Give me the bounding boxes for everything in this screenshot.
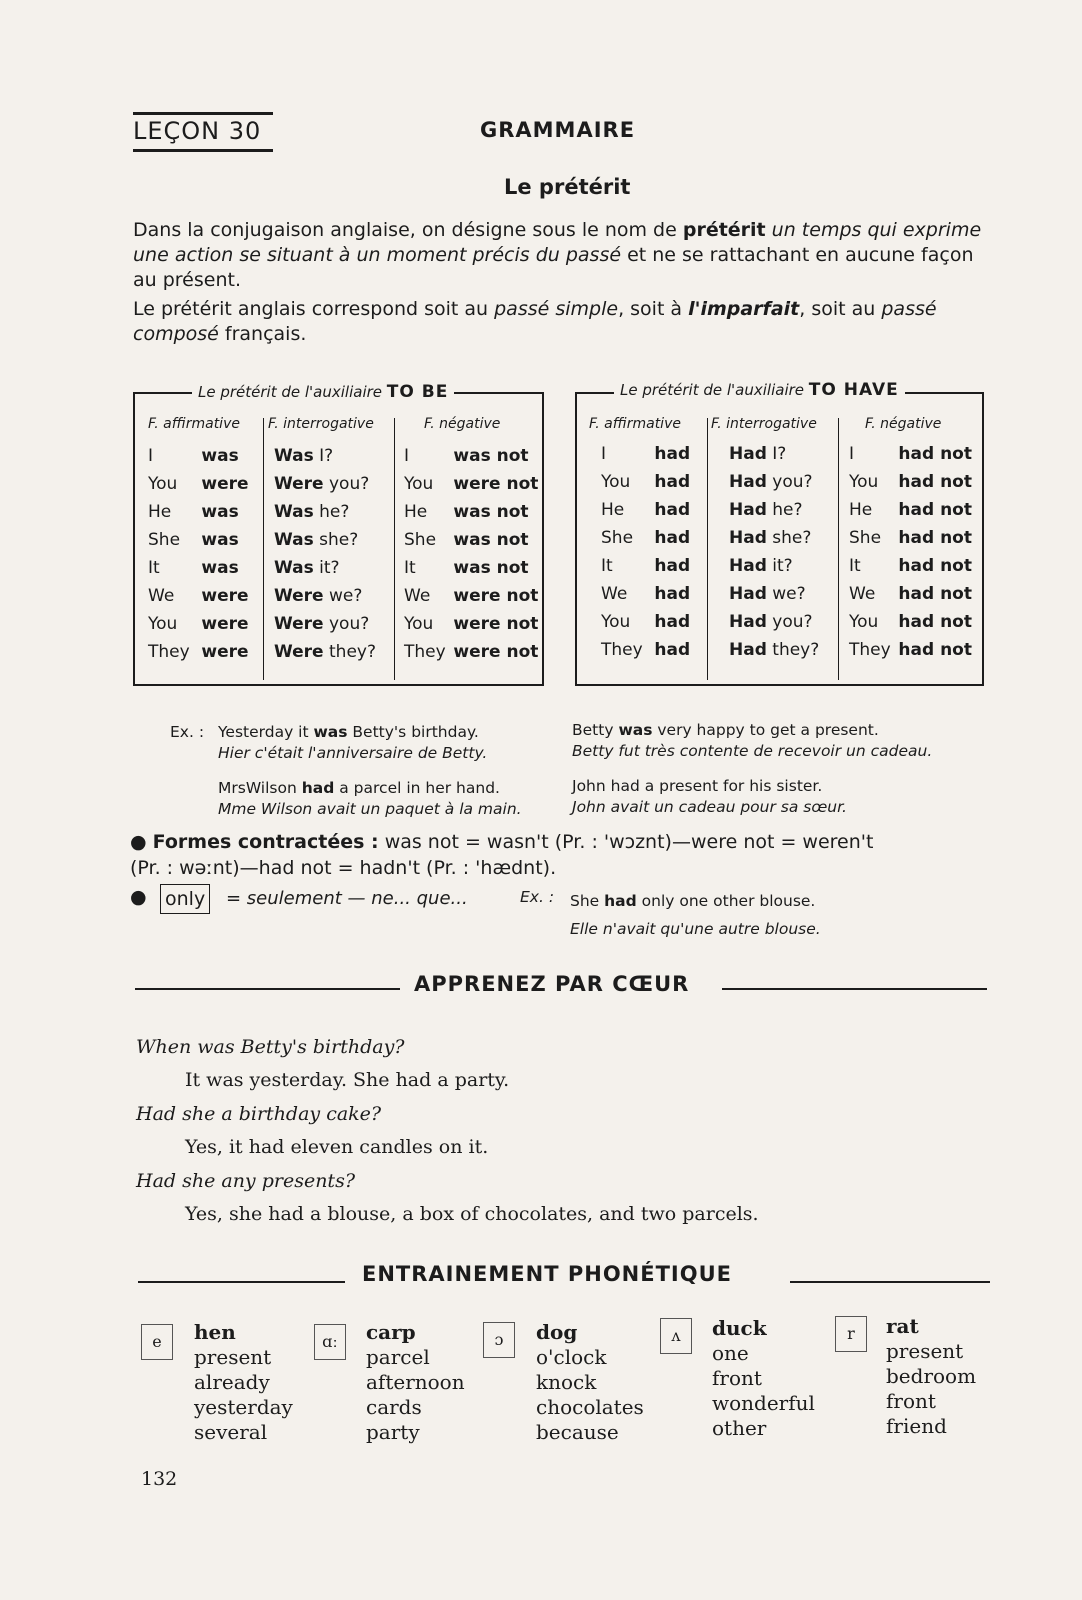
example-1: Yesterday it was Betty's birthday. Hier c'était l'anniversaire de Betty. xyxy=(218,723,488,762)
header-negative: F. négative xyxy=(865,416,942,432)
conjugation-row: You had not xyxy=(849,612,972,632)
conjugation-row: You were not xyxy=(404,614,539,634)
conjugation-row: It had xyxy=(601,556,691,576)
conjugation-row: Was I? xyxy=(274,446,334,466)
conjugation-row: He was not xyxy=(404,502,529,522)
conjugation-row: She had xyxy=(601,528,691,548)
bullet-icon: ● xyxy=(130,886,147,908)
only-example: She had only one other blouse. Elle n'avait qu'une autre blouse. xyxy=(570,892,821,938)
conjugation-row: He was xyxy=(148,502,239,522)
conjugation-row: She had not xyxy=(849,528,972,548)
conjugation-row: She was not xyxy=(404,530,529,550)
conjugation-row: Were you? xyxy=(274,614,370,634)
to-be-caption: Le prétérit de l'auxiliaire TO BE xyxy=(192,382,454,402)
conjugation-row: You were xyxy=(148,474,249,494)
conjugation-row: Had you? xyxy=(729,472,813,492)
page-number: 132 xyxy=(141,1468,178,1490)
conjugation-row: They had xyxy=(601,640,691,660)
conjugation-row: Had we? xyxy=(729,584,806,604)
conjugation-row: Were you? xyxy=(274,474,370,494)
conjugation-row: Was she? xyxy=(274,530,359,550)
learn-answer-2: Yes, it had eleven candles on it. xyxy=(185,1136,489,1158)
header-interrogative: F. interrogative xyxy=(268,416,374,432)
contractions-note: ● Formes contractées : was not = wasn't (Pr. : 'wɔznt)—were not = weren't (Pr. : wəːnt)—had not = hadn't (Pr. : 'hædnt). xyxy=(130,831,874,879)
phonetic-symbol-o: ɔ xyxy=(483,1322,515,1358)
only-meaning: = seulement — ne... que... xyxy=(226,888,468,909)
conjugation-row: We had xyxy=(601,584,691,604)
only-example-label: Ex. : xyxy=(520,888,555,906)
conjugation-row: They were not xyxy=(404,642,539,662)
to-have-caption: Le prétérit de l'auxiliaire TO HAVE xyxy=(614,380,905,400)
conjugation-row: I was xyxy=(148,446,239,466)
example-label: Ex. : xyxy=(170,723,205,741)
conjugation-row: You were not xyxy=(404,474,539,494)
conjugation-row: Had they? xyxy=(729,640,820,660)
conjugation-row: It was not xyxy=(404,558,529,578)
learn-question-1: When was Betty's birthday? xyxy=(136,1036,405,1058)
conjugation-row: It had not xyxy=(849,556,972,576)
phonetic-words-wedge: duck one front wonderful other xyxy=(712,1316,815,1440)
conjugation-row: They had not xyxy=(849,640,972,660)
conjugation-row: I had xyxy=(601,444,691,464)
example-4: John had a present for his sister. John avait un cadeau pour sa sœur. xyxy=(572,777,847,816)
conjugation-row: You were xyxy=(148,614,249,634)
conjugation-row: You had xyxy=(601,612,691,632)
learn-heading: APPRENEZ PAR CŒUR xyxy=(414,972,690,996)
conjugation-row: Had she? xyxy=(729,528,812,548)
conjugation-row: Were they? xyxy=(274,642,376,662)
conjugation-row: Had you? xyxy=(729,612,813,632)
phonetic-symbol-r: r xyxy=(835,1316,867,1352)
conjugation-row: We had not xyxy=(849,584,972,604)
conjugation-row: Had he? xyxy=(729,500,803,520)
learn-answer-3: Yes, she had a blouse, a box of chocolates, and two parcels. xyxy=(185,1203,759,1225)
conjugation-row: I was not xyxy=(404,446,529,466)
lesson-label: LEÇON 30 xyxy=(133,112,273,152)
conjugation-row: Had it? xyxy=(729,556,793,576)
phonetic-symbol-e: e xyxy=(141,1324,173,1360)
conjugation-row: She was xyxy=(148,530,239,550)
phonetic-words-o: dog o'clock knock chocolates because xyxy=(536,1320,644,1444)
conjugation-row: He had not xyxy=(849,500,972,520)
learn-question-3: Had she any presents? xyxy=(136,1170,356,1192)
phonetic-symbol-a-long: ɑː xyxy=(314,1324,346,1360)
only-word-box: only xyxy=(160,884,210,914)
phonetic-words-r: rat present bedroom front friend xyxy=(886,1314,977,1438)
conjugation-row: It was xyxy=(148,558,239,578)
conjugation-row: They were xyxy=(148,642,249,662)
bullet-icon: ● xyxy=(130,831,147,853)
conjugation-row: I had not xyxy=(849,444,972,464)
example-3: MrsWilson had a parcel in her hand. Mme Wilson avait un paquet à la main. xyxy=(218,779,522,818)
conjugation-row: Were we? xyxy=(274,586,363,606)
intro-paragraph-1: Dans la conjugaison anglaise, on désigne sous le nom de prétérit un temps qui exprime une action se situant à un moment précis du passé et ne se rattachant en aucune façon au présent. xyxy=(133,219,982,291)
header-affirmative: F. affirmative xyxy=(148,416,240,432)
section-subtitle: Le prétérit xyxy=(504,175,631,199)
conjugation-row: You had not xyxy=(849,472,972,492)
header-interrogative: F. interrogative xyxy=(711,416,817,432)
conjugation-row: He had xyxy=(601,500,691,520)
phonetic-words-a-long: carp parcel afternoon cards party xyxy=(366,1320,465,1444)
learn-question-2: Had she a birthday cake? xyxy=(136,1103,382,1125)
example-2: Betty was very happy to get a present. Betty fut très contente de recevoir un cadeau. xyxy=(572,721,933,760)
conjugation-row: Was he? xyxy=(274,502,350,522)
header-affirmative: F. affirmative xyxy=(589,416,681,432)
conjugation-row: You had xyxy=(601,472,691,492)
intro-paragraph-2: Le prétérit anglais correspond soit au passé simple, soit à l'imparfait, soit au passé composé français. xyxy=(133,298,937,345)
conjugation-row: Had I? xyxy=(729,444,787,464)
section-title: GRAMMAIRE xyxy=(480,118,636,142)
phonetic-symbol-wedge: ʌ xyxy=(660,1318,692,1354)
phonetics-heading: ENTRAINEMENT PHONÉTIQUE xyxy=(362,1262,732,1286)
learn-answer-1: It was yesterday. She had a party. xyxy=(185,1069,510,1091)
conjugation-row: Was it? xyxy=(274,558,340,578)
conjugation-row: We were not xyxy=(404,586,539,606)
header-negative: F. négative xyxy=(424,416,501,432)
conjugation-row: We were xyxy=(148,586,249,606)
phonetic-words-e: hen present already yesterday several xyxy=(194,1320,293,1444)
